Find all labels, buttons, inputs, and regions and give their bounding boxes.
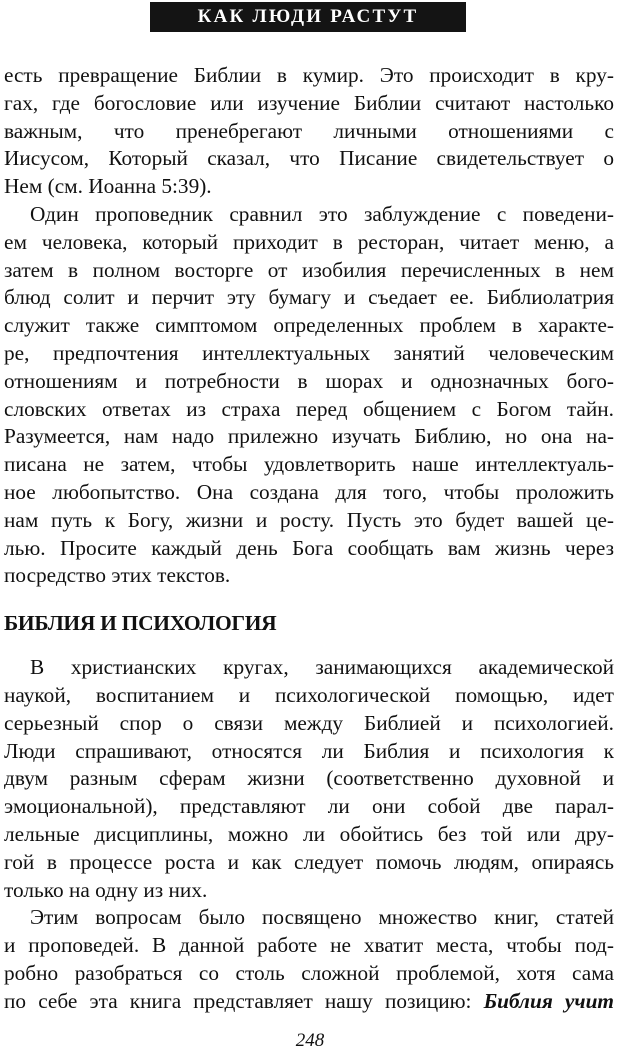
text-line: ное любопытство. Она создана для того, чтобы проложить [4,479,614,504]
text-line: служит также симптомом определенных проблем в характе- [4,313,614,338]
paragraph [4,904,614,1015]
page-number: 248 [295,1030,325,1051]
emphasis-text: Библия учит [483,988,614,1013]
text-line: есть превращение Библии в кумир. Это происходит в кру- [4,63,614,87]
text-line: Люди спрашивают, относятся ли Библия и психология к [4,738,614,763]
text-line: только на одну из них. [4,877,208,902]
text-line: Нем (см. Иоанна 5:39). [4,174,212,199]
section-spacer [4,590,614,606]
text-line: эмоциональной), представляют ли они собой две парал- [4,794,614,819]
text-line: серьезный спор о связи между Библией и психологией. [4,710,614,735]
text-line: и проповедей. В данной работе не хватит места, чтобы под- [4,933,614,958]
paragraph [4,201,614,590]
running-header: КАК ЛЮДИ РАСТУТ [150,2,466,32]
text-line [4,988,614,1016]
text-line: Разумеется, нам надо прилежно изучать Библию, но она на- [4,424,614,449]
text-line: словских ответах из страха перед общением с Богом тайн. [4,396,614,421]
text-line: нам путь к Богу, жизни и росту. Пусть это будет вашей це- [4,507,614,532]
text-line: затем в полном восторге от изобилия перечисленных в нем [4,257,614,282]
page-body [4,62,614,1016]
text-line: наукой, воспитанием и психологической помощью, идет [4,682,614,707]
text-line: писана не затем, чтобы удовлетворить наше интеллектуаль- [4,452,614,477]
text-line: блюд солит и перчит эту бумагу и съедает ее. Библиолатрия [4,285,614,310]
text-line: гах, где богословие или изучение Библии считают настолько [4,90,614,115]
text-line: ре, предпочтения интеллектуальных занятий человеческим [4,340,614,365]
paragraph [4,62,614,201]
text-line: гой в процессе роста и как следует помочь людям, опираясь [4,849,614,874]
text-line: Иисусом, Который сказал, что Писание свидетельствует о [4,146,614,171]
text-line: Один проповедник сравнил это заблуждение с поведени- [30,201,614,226]
section-spacer [4,640,614,654]
text-line: Этим вопросам было посвящено множество книг, статей [30,905,614,930]
section-heading: БИБЛИЯ И ПСИХОЛОГИЯ [4,611,277,636]
paragraph [4,654,614,904]
text-line: лельные дисциплины, можно ли обойтись без той или дру- [4,821,614,846]
text-line: важным, что пренебрегают личными отношениями с [4,118,614,143]
text-line: двум разным сферам жизни (соответственно духовной и [4,766,614,791]
text-line: В христианских кругах, занимающихся академической [30,655,614,680]
text-line: посредство этих текстов. [4,563,231,588]
text-line: робно разобраться со столь сложной проблемой, хотя сама [4,960,614,985]
text-line: лью. Просите каждый день Бога сообщать вам жизнь через [4,535,614,560]
text-line: ем человека, который приходит в ресторан, читает меню, а [4,229,614,254]
text-line: отношениям и потребности в шорах и однозначных бого- [4,368,614,393]
text-segment: по себе эта книга представляет нашу позицию: [4,988,484,1013]
